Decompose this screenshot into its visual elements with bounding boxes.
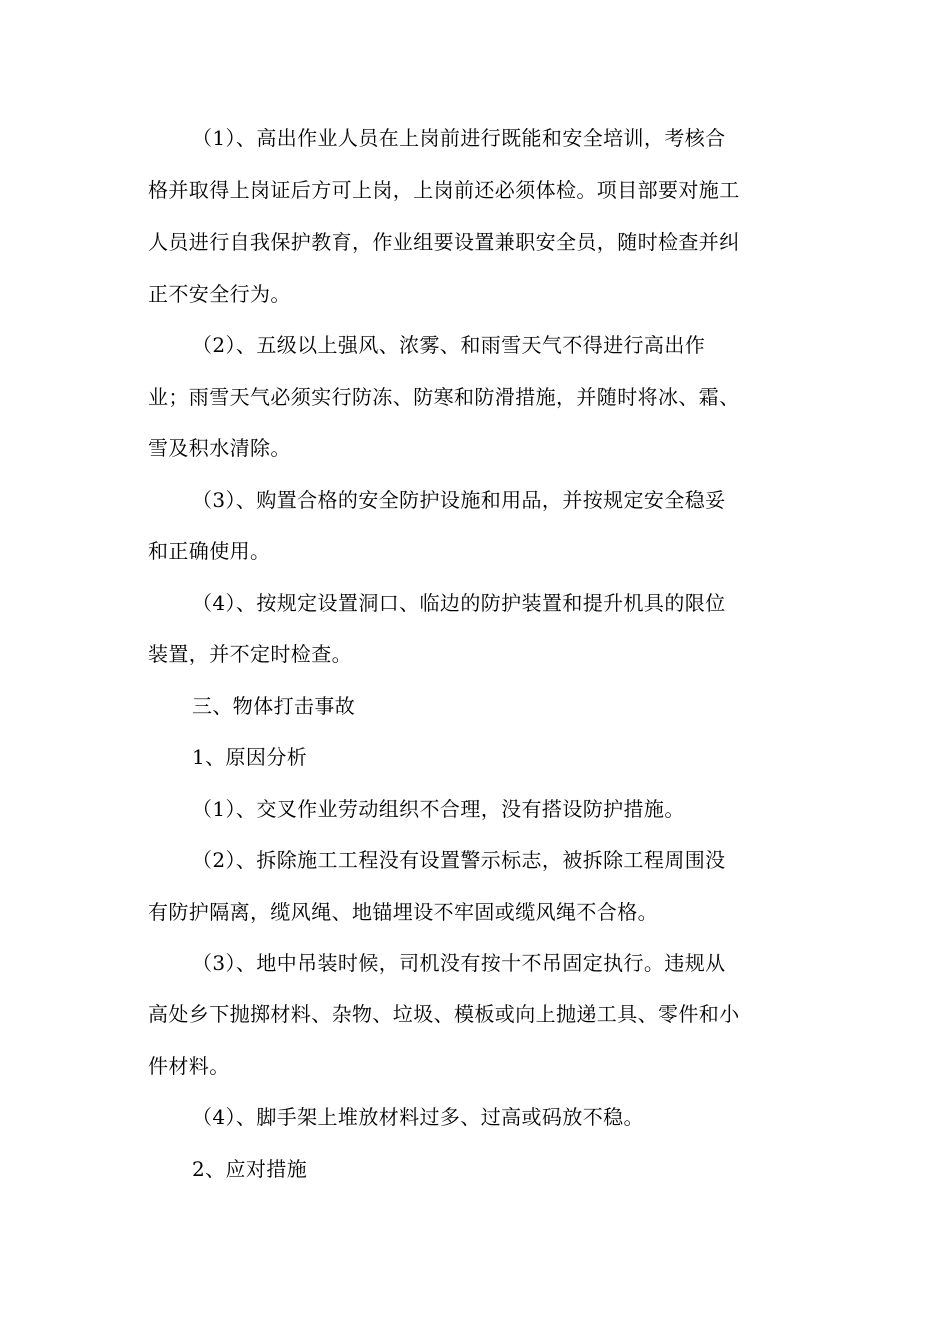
paragraph-line: 人员进行自我保护教育，作业组要设置兼职安全员，随时检查并纠 bbox=[148, 230, 740, 254]
paragraph-line: （3）、购置合格的安全防护设施和用品，并按规定安全稳妥 bbox=[192, 488, 726, 512]
subsection-heading: 1、原因分析 bbox=[192, 745, 308, 769]
paragraph-line: 正不安全行为。 bbox=[148, 282, 291, 306]
paragraph-line: （1）、交叉作业劳动组织不合理，没有搭设防护措施。 bbox=[192, 797, 685, 821]
paragraph-line: 件材料。 bbox=[148, 1054, 230, 1078]
paragraph-line: （2）、五级以上强风、浓雾、和雨雪天气不得进行高出作 bbox=[192, 333, 706, 357]
paragraph-line: （3）、地中吊装时候，司机没有按十不吊固定执行。违规从 bbox=[192, 951, 726, 975]
paragraph-line: （1）、高出作业人员在上岗前进行既能和安全培训，考核合 bbox=[192, 126, 726, 150]
section-heading: 三、物体打击事故 bbox=[192, 694, 356, 718]
paragraph-line: 格并取得上岗证后方可上岗，上岗前还必须体检。项目部要对施工 bbox=[148, 178, 740, 202]
paragraph-line: 业；雨雪天气必须实行防冻、防寒和防滑措施，并随时将冰、霜、 bbox=[148, 385, 740, 409]
paragraph-line: 高处乡下抛掷材料、杂物、垃圾、模板或向上抛递工具、零件和小 bbox=[148, 1002, 740, 1026]
paragraph-line: 装置，并不定时检查。 bbox=[148, 642, 352, 666]
paragraph-line: 和正确使用。 bbox=[148, 539, 271, 563]
paragraph-line: （2）、拆除施工工程没有设置警示标志，被拆除工程周围没 bbox=[192, 848, 726, 872]
paragraph-line: （4）、按规定设置洞口、临边的防护装置和提升机具的限位 bbox=[192, 591, 726, 615]
paragraph-line: 雪及积水清除。 bbox=[148, 436, 291, 460]
subsection-heading: 2、应对措施 bbox=[192, 1157, 308, 1181]
paragraph-line: 有防护隔离，缆风绳、地锚埋设不牢固或缆风绳不合格。 bbox=[148, 900, 658, 924]
paragraph-line: （4）、脚手架上堆放材料过多、过高或码放不稳。 bbox=[192, 1105, 644, 1129]
